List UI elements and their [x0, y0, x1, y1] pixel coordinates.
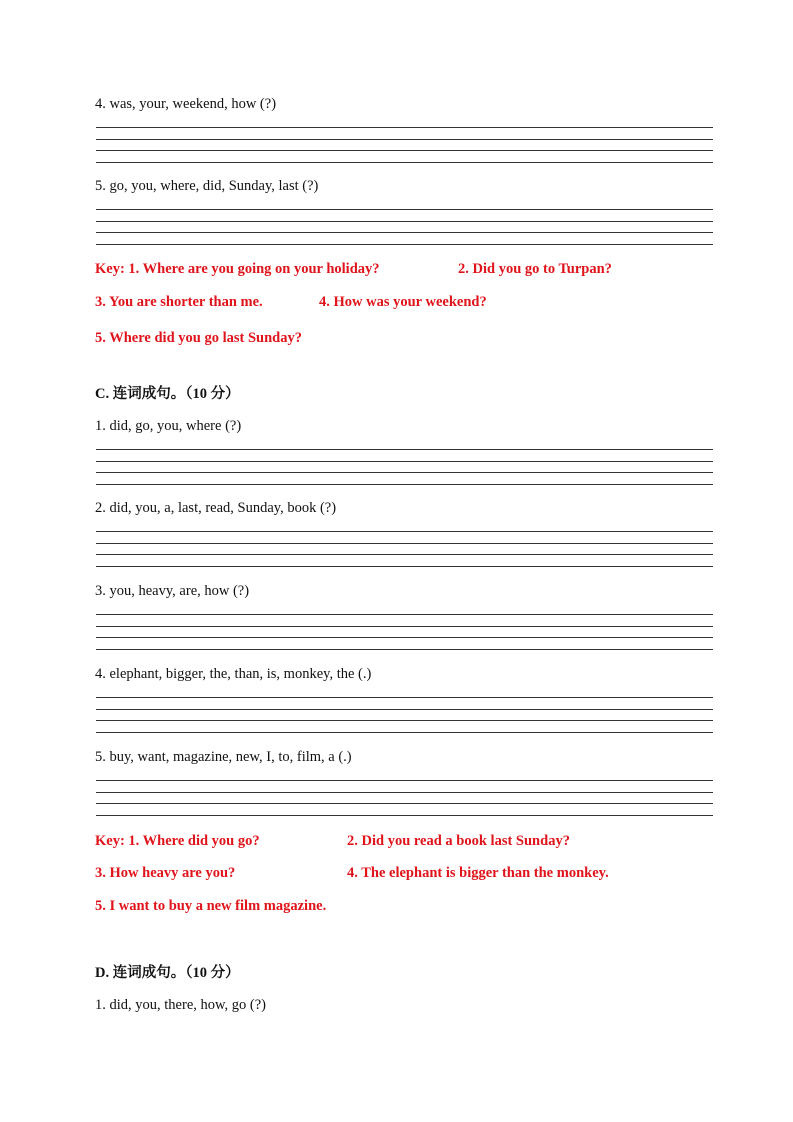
- answer-key-b-2: 2. Did you go to Turpan?: [458, 261, 612, 277]
- answer-line: [96, 531, 713, 532]
- question-b4: 4. was, your, weekend, how (?): [95, 96, 277, 112]
- answer-line: [96, 780, 713, 781]
- answer-line: [96, 815, 713, 816]
- answer-line: [96, 139, 713, 140]
- answer-lines-b4[interactable]: [96, 127, 713, 174]
- answer-line: [96, 209, 713, 210]
- question-c4: 4. elephant, bigger, the, than, is, monkey, the (.): [95, 666, 372, 682]
- answer-key-c-2: 2. Did you read a book last Sunday?: [347, 833, 570, 849]
- answer-lines-c3[interactable]: [96, 614, 713, 661]
- answer-line: [96, 162, 713, 163]
- answer-line: [96, 232, 713, 233]
- answer-line: [96, 697, 713, 698]
- answer-key-b-4: 4. How was your weekend?: [319, 294, 487, 310]
- answer-line: [96, 649, 713, 650]
- answer-line: [96, 449, 713, 450]
- answer-key-c-4: 4. The elephant is bigger than the monkey.: [347, 865, 609, 881]
- answer-line: [96, 244, 713, 245]
- question-c1: 1. did, go, you, where (?): [95, 418, 242, 434]
- answer-line: [96, 709, 713, 710]
- answer-lines-c5[interactable]: [96, 780, 713, 827]
- answer-lines-c4[interactable]: [96, 697, 713, 744]
- question-b5: 5. go, you, where, did, Sunday, last (?): [95, 178, 319, 194]
- answer-line: [96, 484, 713, 485]
- answer-key-b-1: Key: 1. Where are you going on your holiday?: [95, 261, 380, 277]
- answer-key-c-1: Key: 1. Where did you go?: [95, 833, 260, 849]
- answer-line: [96, 150, 713, 151]
- answer-line: [96, 461, 713, 462]
- answer-key-b-5: 5. Where did you go last Sunday?: [95, 330, 302, 346]
- answer-lines-c1[interactable]: [96, 449, 713, 496]
- answer-lines-b5[interactable]: [96, 209, 713, 256]
- answer-line: [96, 566, 713, 567]
- answer-line: [96, 732, 713, 733]
- answer-line: [96, 543, 713, 544]
- section-d-heading: D. 连词成句。（10 分）: [95, 965, 240, 981]
- answer-key-c-3: 3. How heavy are you?: [95, 865, 236, 881]
- answer-line: [96, 792, 713, 793]
- question-c5: 5. buy, want, magazine, new, I, to, film, a (.): [95, 749, 352, 765]
- question-d1: 1. did, you, there, how, go (?): [95, 997, 267, 1013]
- answer-line: [96, 472, 713, 473]
- section-c-heading: C. 连词成句。（10 分）: [95, 386, 240, 402]
- answer-line: [96, 626, 713, 627]
- answer-line: [96, 554, 713, 555]
- answer-line: [96, 221, 713, 222]
- answer-key-b-3: 3. You are shorter than me.: [95, 294, 263, 310]
- answer-key-c-5: 5. I want to buy a new film magazine.: [95, 898, 327, 914]
- answer-line: [96, 614, 713, 615]
- question-c3: 3. you, heavy, are, how (?): [95, 583, 250, 599]
- answer-line: [96, 720, 713, 721]
- question-c2: 2. did, you, a, last, read, Sunday, book (?): [95, 500, 337, 516]
- answer-line: [96, 803, 713, 804]
- answer-lines-c2[interactable]: [96, 531, 713, 578]
- answer-line: [96, 637, 713, 638]
- answer-line: [96, 127, 713, 128]
